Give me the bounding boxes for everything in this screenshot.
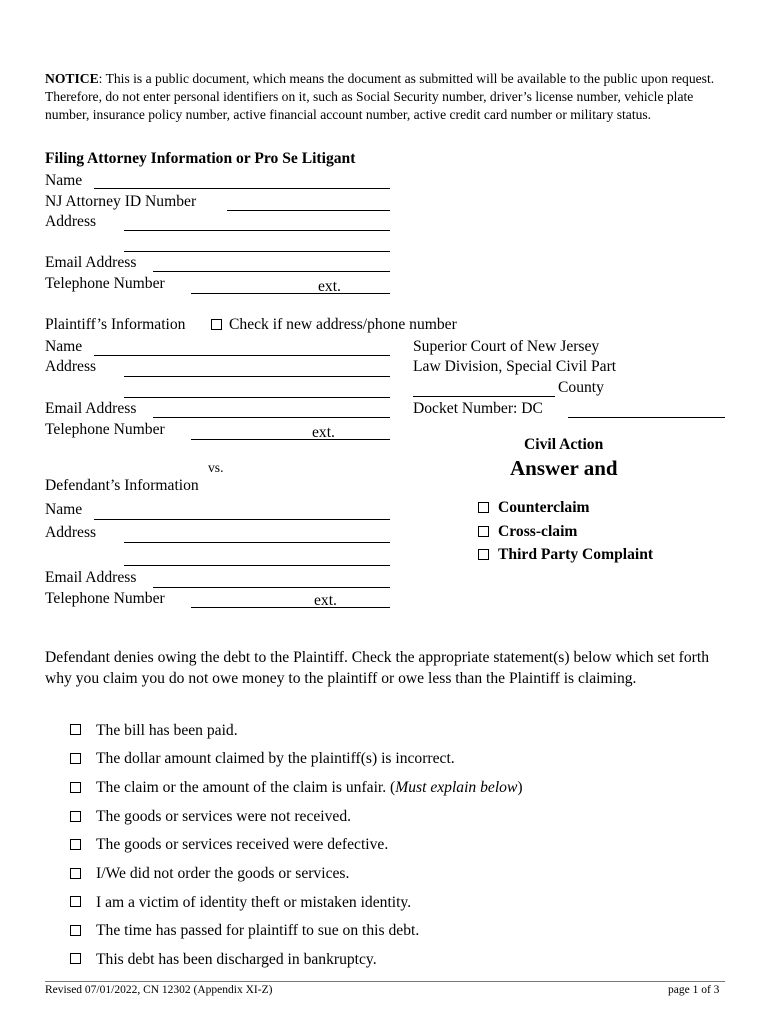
plaintiff-telephone-field[interactable] — [191, 439, 390, 440]
statement-unfair-italic: Must explain below — [395, 779, 518, 796]
defendant-email-label: Email Address — [45, 569, 137, 586]
defendant-ext-label: ext. — [314, 592, 337, 609]
statement-checkbox-unfair[interactable] — [70, 782, 81, 793]
defendant-heading: Defendant’s Information — [45, 477, 199, 494]
plaintiff-email-field[interactable] — [153, 417, 390, 418]
plaintiff-address-field-1[interactable] — [124, 376, 390, 377]
cross-claim-checkbox[interactable] — [478, 526, 489, 537]
plaintiff-name-field[interactable] — [94, 355, 390, 356]
statement-checkbox-time-passed[interactable] — [70, 925, 81, 936]
third-party-checkbox[interactable] — [478, 549, 489, 560]
counterclaim-label: Counterclaim — [498, 499, 590, 516]
defendant-name-field[interactable] — [94, 519, 390, 520]
defendant-address-label: Address — [45, 524, 97, 541]
attorney-id-field[interactable] — [227, 210, 390, 211]
defendant-address-field-1[interactable] — [124, 542, 390, 543]
defendant-telephone-field[interactable] — [191, 607, 390, 608]
statement-checkbox-paid[interactable] — [70, 724, 81, 735]
court-name: Superior Court of New Jersey — [413, 338, 600, 355]
statement-identity-theft: I am a victim of identity theft or mistaken identity. — [96, 894, 412, 911]
attorney-address-field-2[interactable] — [124, 251, 390, 252]
attorney-name-label: Name — [45, 172, 83, 189]
statement-checkbox-not-ordered[interactable] — [70, 868, 81, 879]
intro-paragraph: Defendant denies owing the debt to the Plaintiff. Check the appropriate statement(s) below which set forth why you claim you do not owe money to the plaintiff or owe less than the Plaintiff is claiming. — [45, 649, 709, 687]
statement-unfair-end: ) — [517, 779, 523, 796]
plaintiff-ext-label: ext. — [312, 424, 335, 441]
county-label: County — [558, 379, 604, 396]
counterclaim-checkbox[interactable] — [478, 502, 489, 513]
statement-checkbox-incorrect-amount[interactable] — [70, 753, 81, 764]
attorney-heading: Filing Attorney Information or Pro Se Litigant — [45, 150, 356, 167]
notice-text: : This is a public document, which means the document as submitted will be available to the public upon request. Therefore, do not enter personal identifiers on it, such as Social Security number, driver’s license number, vehicle plate number, insurance policy number, active financial account number, active credit card number or military status. — [45, 71, 715, 123]
notice-label: NOTICE — [45, 71, 99, 86]
third-party-label: Third Party Complaint — [498, 546, 654, 563]
plaintiff-telephone-label: Telephone Number — [45, 421, 165, 438]
statement-incorrect-amount: The dollar amount claimed by the plaintiff(s) is incorrect. — [96, 750, 455, 767]
attorney-address-label: Address — [45, 213, 97, 230]
county-field[interactable] — [413, 396, 555, 397]
civil-action-label: Civil Action — [524, 436, 604, 453]
attorney-name-field[interactable] — [94, 188, 390, 189]
attorney-ext-label: ext. — [318, 278, 341, 295]
cross-claim-label: Cross-claim — [498, 523, 578, 540]
attorney-id-label: NJ Attorney ID Number — [45, 193, 197, 210]
statement-time-passed: The time has passed for plaintiff to sue on this debt. — [96, 922, 420, 939]
defendant-address-field-2[interactable] — [124, 565, 390, 566]
attorney-telephone-label: Telephone Number — [45, 275, 165, 292]
footer-divider — [45, 981, 725, 982]
vs-label: vs. — [208, 460, 224, 475]
docket-field[interactable] — [568, 417, 725, 418]
plaintiff-heading: Plaintiff’s Information — [45, 316, 186, 333]
footer-revised: Revised 07/01/2022, CN 12302 (Appendix XI-Z) — [45, 984, 273, 996]
plaintiff-address-field-2[interactable] — [124, 397, 390, 398]
plaintiff-email-label: Email Address — [45, 400, 137, 417]
court-division: Law Division, Special Civil Part — [413, 358, 617, 375]
statement-defective: The goods or services received were defective. — [96, 836, 389, 853]
defendant-telephone-label: Telephone Number — [45, 590, 165, 607]
attorney-email-field[interactable] — [153, 271, 390, 272]
plaintiff-name-label: Name — [45, 338, 83, 355]
statement-checkbox-bankruptcy[interactable] — [70, 953, 81, 964]
statement-bankruptcy: This debt has been discharged in bankruptcy. — [96, 951, 377, 968]
defendant-name-label: Name — [45, 501, 83, 518]
attorney-telephone-field[interactable] — [191, 293, 390, 294]
attorney-email-label: Email Address — [45, 254, 137, 271]
defendant-email-field[interactable] — [153, 587, 390, 588]
new-address-checkbox[interactable] — [211, 319, 222, 330]
statement-paid: The bill has been paid. — [96, 722, 238, 739]
statement-checkbox-defective[interactable] — [70, 839, 81, 850]
footer-page-number: page 1 of 3 — [668, 984, 720, 996]
statement-not-ordered: I/We did not order the goods or services. — [96, 865, 350, 882]
docket-label: Docket Number: DC — [413, 400, 543, 417]
notice-paragraph — [45, 70, 735, 125]
statement-unfair — [96, 779, 523, 797]
statement-unfair-text: The claim or the amount of the claim is unfair. ( — [96, 779, 396, 796]
statement-checkbox-not-received[interactable] — [70, 811, 81, 822]
plaintiff-address-label: Address — [45, 358, 97, 375]
attorney-address-field-1[interactable] — [124, 230, 390, 231]
statement-not-received: The goods or services were not received. — [96, 808, 352, 825]
answer-title: Answer and — [510, 456, 618, 480]
statement-checkbox-identity-theft[interactable] — [70, 896, 81, 907]
new-address-label: Check if new address/phone number — [229, 316, 457, 333]
